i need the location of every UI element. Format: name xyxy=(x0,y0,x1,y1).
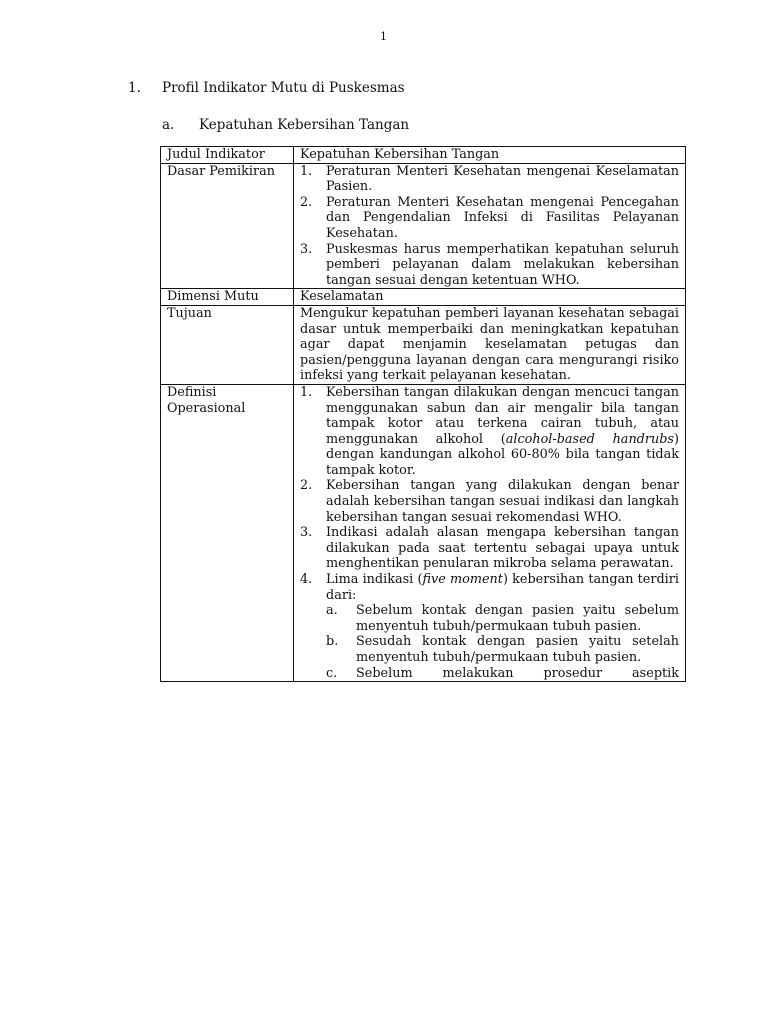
label-judul-indikator: Judul Indikator xyxy=(161,147,294,164)
value-tujuan: Mengukur kepatuhan pemberi layanan kesehatan sebagai dasar untuk memperbaiki dan meningkatkan kepatuhan agar dapat menjamin keselamatan petugas dan pasien/pengguna layanan dengan cara mengurangi risiko infeksi yang terkait pelayanan kesehatan. xyxy=(294,305,686,384)
definisi-1-italic: alcohol-based handrubs xyxy=(505,431,674,447)
value-judul-indikator: Kepatuhan Kebersihan Tangan xyxy=(294,147,686,164)
value-dasar-pemikiran xyxy=(294,163,686,289)
row-dimensi-mutu xyxy=(161,289,686,306)
list-marker: c. xyxy=(326,665,338,681)
list-marker: 2. xyxy=(300,194,313,210)
row-judul xyxy=(161,147,686,164)
five-moment-list xyxy=(326,603,679,680)
section-heading xyxy=(128,80,405,96)
list-text xyxy=(326,385,679,479)
indicator-table xyxy=(160,146,686,682)
list-item xyxy=(300,242,679,289)
definisi-4-italic: five moment xyxy=(422,572,503,588)
list-marker: 3. xyxy=(300,525,313,541)
list-item xyxy=(300,195,679,242)
list-item xyxy=(300,572,679,681)
list-text: Kebersihan tangan yang dilakukan dengan benar adalah kebersihan tangan sesuai indikasi dan langkah kebersihan tangan sesuai rekomendasi WHO. xyxy=(326,478,679,525)
list-marker: a. xyxy=(326,603,338,619)
definisi-1-text-b: ) dengan kandungan alkohol 60-80% bila tangan tidak tampak kotor. xyxy=(326,431,679,478)
list-item xyxy=(300,164,679,195)
label-dasar-pemikiran: Dasar Pemikiran xyxy=(161,163,294,289)
section-number: 1. xyxy=(128,80,141,96)
subsection-letter: a. xyxy=(162,117,175,133)
definisi-list xyxy=(300,385,679,681)
list-text xyxy=(326,572,679,681)
value-dimensi-mutu: Keselamatan xyxy=(294,289,686,306)
definisi-1-text-a: Kebersihan tangan dilakukan dengan mencuci tangan menggunakan sabun dan air mengalir bila tangan tampak kotor atau terkena cairan tubuh, atau menggunakan alkohol ( xyxy=(326,384,679,447)
value-definisi-operasional xyxy=(294,384,686,681)
list-marker: 4. xyxy=(300,572,313,588)
list-text: Puskesmas harus memperhatikan kepatuhan seluruh pemberi pelayanan dalam melakukan kebersihan tangan sesuai dengan ketentuan WHO. xyxy=(326,241,679,288)
list-item xyxy=(300,478,679,525)
list-marker: 3. xyxy=(300,241,313,257)
list-marker: 1. xyxy=(300,163,313,179)
section-title: Profil Indikator Mutu di Puskesmas xyxy=(162,80,405,96)
list-text: Sebelum kontak dengan pasien yaitu sebelum menyentuh tubuh/permukaan tubuh pasien. xyxy=(356,603,679,634)
list-item xyxy=(326,603,679,634)
list-item xyxy=(300,385,679,479)
definisi-4-text-a: Lima indikasi ( xyxy=(326,572,423,588)
list-marker: 2. xyxy=(300,478,313,494)
page-number: 1 xyxy=(380,30,387,43)
list-text: Sesudah kontak dengan pasien yaitu setelah menyentuh tubuh/permukaan tubuh pasien. xyxy=(356,634,679,665)
label-dimensi-mutu: Dimensi Mutu xyxy=(161,289,294,306)
dasar-list xyxy=(300,164,679,289)
row-tujuan xyxy=(161,305,686,384)
subsection-title: Kepatuhan Kebersihan Tangan xyxy=(199,117,410,133)
row-definisi-operasional xyxy=(161,384,686,681)
subsection-heading xyxy=(162,117,409,133)
list-text: Peraturan Menteri Kesehatan mengenai Pencegahan dan Pengendalian Infeksi di Fasilitas Pelayanan Kesehatan. xyxy=(326,194,679,241)
list-text: Sebelum melakukan prosedur aseptik xyxy=(356,665,679,681)
list-item xyxy=(326,634,679,665)
label-definisi-operasional: Definisi Operasional xyxy=(161,384,294,681)
list-text: Indikasi adalah alasan mengapa kebersihan tangan dilakukan pada saat tertentu sebagai upaya untuk menghentikan penularan mikroba selama perawatan. xyxy=(326,525,679,572)
list-item xyxy=(326,666,679,681)
list-marker: b. xyxy=(326,634,339,650)
list-item xyxy=(300,525,679,572)
list-text: Peraturan Menteri Kesehatan mengenai Keselamatan Pasien. xyxy=(326,163,679,195)
list-marker: 1. xyxy=(300,384,313,400)
row-dasar-pemikiran xyxy=(161,163,686,289)
definisi-4-text-b: ) kebersihan tangan terdiri dari: xyxy=(326,572,679,603)
label-tujuan: Tujuan xyxy=(161,305,294,384)
